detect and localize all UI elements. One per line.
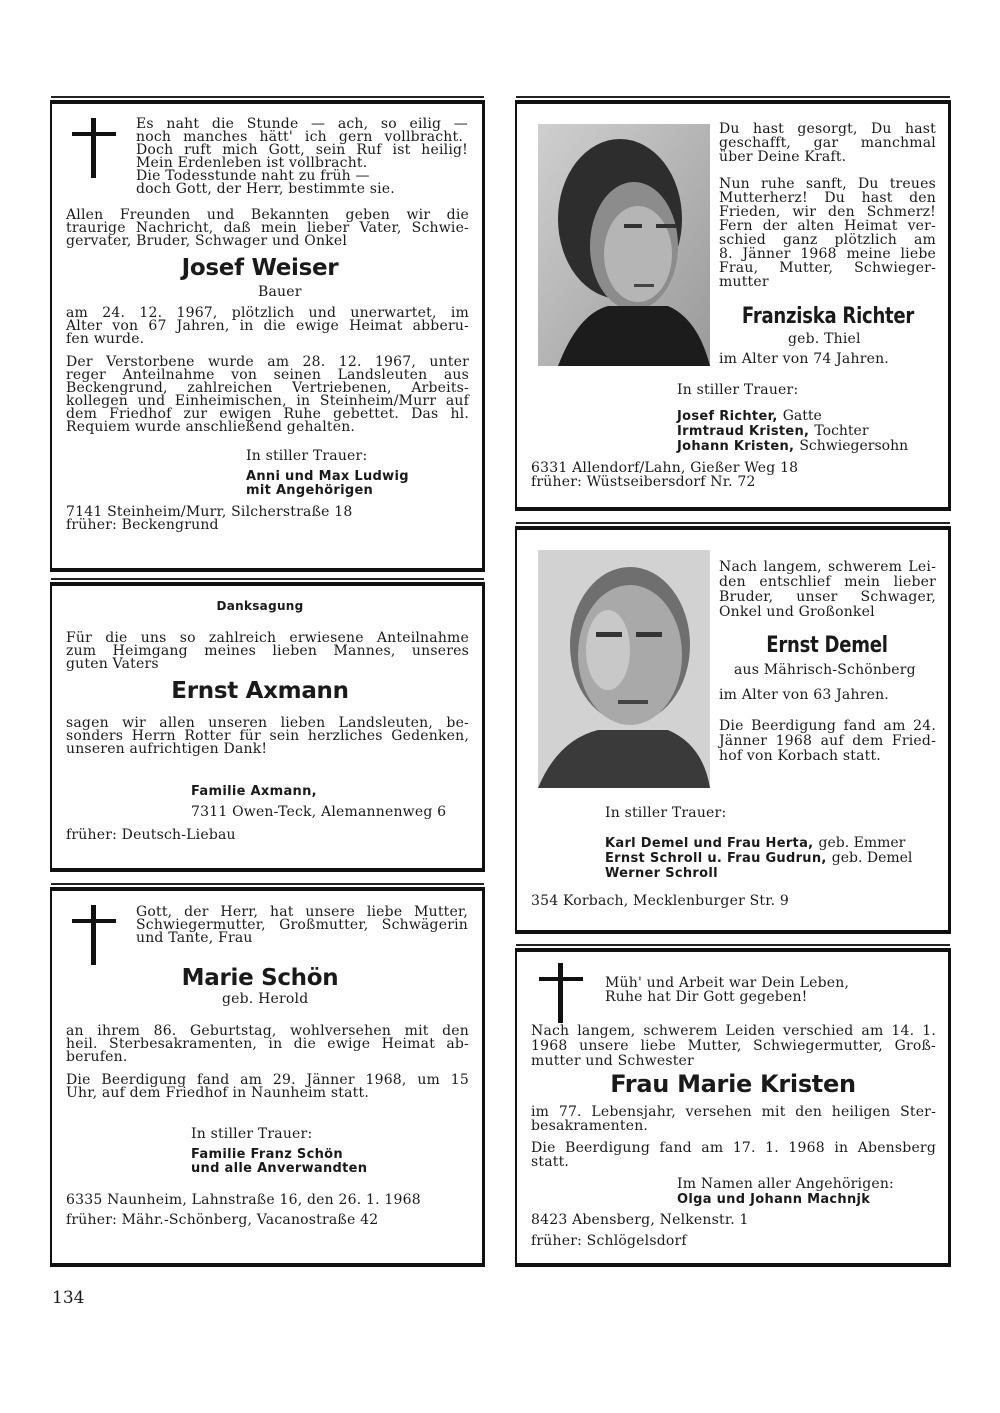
weiser-poem-3: Doch ruft mich Gott, sein Ruf ist heilig! <box>136 142 468 158</box>
richter-text-4: Fern der alten Heimat ver- <box>719 218 936 234</box>
deceased-name: Frau Marie Kristen <box>610 1070 856 1098</box>
weiser-death-3: fen wurde. <box>66 331 145 347</box>
mourner-suffix: geb. Emmer <box>818 835 906 851</box>
richter-mourner-3 <box>677 435 908 454</box>
demel-intro-3: Bruder, unser Schwager, <box>719 589 936 605</box>
weiser-intro-1: Allen Freunden und Bekannten geben wir die <box>66 207 469 223</box>
schoen-death-3: berufen. <box>66 1049 128 1065</box>
portrait-photo <box>538 124 710 366</box>
weiser-poem-6: doch Gott, der Herr, bestimmte sie. <box>136 181 395 197</box>
weiser-burial-5: dem Friedhof zur ewigen Ruhe gebettet. Das hl. <box>66 406 469 422</box>
schoen-former: früher: Mähr.-Schönberg, Vacanostraße 42 <box>66 1212 379 1228</box>
kristen-poem-1: Müh' und Arbeit war Dein Leben, <box>605 975 850 991</box>
schoen-address: 6335 Naunheim, Lahnstraße 16, den 26. 1. 1968 <box>66 1192 421 1208</box>
weiser-burial-6: Requiem wurde anschließend gehalten. <box>66 419 356 435</box>
mourning-label: In stiller Trauer: <box>246 448 368 464</box>
schoen-born: geb. Herold <box>222 991 309 1007</box>
kristen-mourners: Olga und Johann Machnjk <box>677 1192 871 1207</box>
schoen-intro-1: Gott, der Herr, hat unsere liebe Mutter, <box>136 904 468 920</box>
deceased-name: Marie Schön <box>181 965 339 991</box>
schoen-intro-2: Schwiegermutter, Großmutter, Schwägerin <box>136 917 468 933</box>
demel-intro-4: Onkel und Großonkel <box>719 604 875 620</box>
cross-icon <box>539 963 583 1023</box>
weiser-burial-2: reger Anteilnahme von seinen Landsleuten aus <box>66 367 469 383</box>
axmann-intro-1: Für die uns so zahlreich erwiesene Anteilnahme <box>66 630 469 646</box>
demel-intro-1: Nach langem, schwerem Lei- <box>719 559 936 575</box>
weiser-mourners-1: Anni und Max Ludwig <box>246 469 409 484</box>
richter-text-5: schied ganz plötzlich am <box>719 232 936 248</box>
portrait-photo <box>538 550 710 788</box>
weiser-death-1: am 24. 12. 1967, plötzlich und unerwartet, im <box>66 305 469 321</box>
mourner-suffix: geb. Demel <box>831 850 913 866</box>
mourning-label: In stiller Trauer: <box>191 1126 313 1142</box>
weiser-poem-5: Die Todesstunde naht zu früh — <box>136 168 370 184</box>
schoen-mourners-1: Familie Franz Schön <box>191 1147 343 1162</box>
demel-address: 354 Korbach, Mecklenburger Str. 9 <box>531 893 790 909</box>
richter-text-1: Nun ruhe sanft, Du treues <box>719 176 936 192</box>
richter-text-7: Frau, Mutter, Schwieger- <box>719 260 936 276</box>
kristen-burial-1: Die Beerdigung fand am 17. 1. 1968 in Abensberg <box>531 1140 936 1156</box>
weiser-intro-3: gervater, Bruder, Schwager und Onkel <box>66 233 348 249</box>
mourner-name: Werner Schroll <box>605 866 718 881</box>
demel-origin: aus Mährisch-Schönberg <box>734 662 916 678</box>
kristen-poem-2: Ruhe hat Dir Gott gegeben! <box>605 989 808 1005</box>
kristen-death-2: besakramenten. <box>531 1118 649 1134</box>
weiser-burial-1: Der Verstorbene wurde am 28. 12. 1967, unter <box>66 354 469 370</box>
mourner-name: Johann Kristen, <box>677 439 795 454</box>
mourning-label: In stiller Trauer: <box>677 382 799 398</box>
axmann-thanks-2: sonders Herrn Rotter für sein herzliches Gedenken, <box>66 728 469 744</box>
axmann-thanks-1: sagen wir allen unseren lieben Landsleuten, be- <box>66 715 469 731</box>
mourner-relation: Gatte <box>782 408 822 424</box>
richter-poem-1: Du hast gesorgt, Du hast <box>719 121 936 137</box>
weiser-poem-2: noch manches hätt' ich gern vollbracht. <box>136 129 463 145</box>
cross-icon <box>72 905 116 965</box>
richter-address: 6331 Allendorf/Lahn, Gießer Weg 18 <box>531 460 799 476</box>
weiser-intro-2: traurige Nachricht, daß mein lieber Vater, Schwie- <box>66 220 469 236</box>
axmann-intro-2: zum Heimgang meines lieben Mannes, unseres <box>66 643 469 659</box>
mourning-label: In stiller Trauer: <box>605 805 727 821</box>
richter-age: im Alter von 74 Jahren. <box>719 351 889 367</box>
kristen-address: 8423 Abensberg, Nelkenstr. 1 <box>531 1212 749 1228</box>
mourner-name: Irmtraud Kristen, <box>677 424 810 439</box>
schoen-intro-3: und Tante, Frau <box>136 930 253 946</box>
deceased-name: Ernst Axmann <box>171 678 349 704</box>
kristen-intro-1: Nach langem, schwerem Leiden verschied am 14. 1. <box>531 1023 936 1039</box>
weiser-mourners-2: mit Angehörigen <box>246 483 374 498</box>
richter-born: geb. Thiel <box>788 331 861 347</box>
demel-burial-3: hof von Korbach statt. <box>719 748 881 764</box>
mourner-relation: Tochter <box>814 423 869 439</box>
richter-text-2: Mutterherz! Du hast den <box>719 190 936 206</box>
schoen-mourners-2: und alle Anverwandten <box>191 1161 368 1176</box>
axmann-thanks-3: unseren aufrichtigen Dank! <box>66 741 268 757</box>
schoen-burial-1: Die Beerdigung fand am 29. Jänner 1968, um 15 <box>66 1072 469 1088</box>
demel-intro-2: den entschlief mein lieber <box>719 574 936 590</box>
mourning-label: Im Namen aller Angehörigen: <box>677 1176 894 1192</box>
axmann-intro-3: guten Vaters <box>66 656 159 672</box>
schoen-death-2: heil. Sterbesakramenten, in die ewige Heimat ab- <box>66 1036 469 1052</box>
weiser-burial-4: kollegen und Einheimischen, in Steinheim/Murr auf <box>66 393 469 409</box>
richter-poem-3: über Deine Kraft. <box>719 149 847 165</box>
demel-age: im Alter von 63 Jahren. <box>719 687 889 703</box>
kristen-intro-3: mutter und Schwester <box>531 1053 694 1069</box>
mourner-name: Karl Demel und Frau Herta, <box>605 836 814 851</box>
richter-text-6: 8. Jänner 1968 meine liebe <box>719 246 936 262</box>
richter-text-8: mutter <box>719 274 769 290</box>
richter-poem-2: geschafft, gar manchmal <box>719 135 936 151</box>
deceased-name: Franziska Richter <box>741 304 915 329</box>
axmann-heading: Danksagung <box>216 599 304 613</box>
demel-burial-1: Die Beerdigung fand am 24. <box>719 718 936 734</box>
axmann-former: früher: Deutsch-Liebau <box>66 827 236 843</box>
richter-former: früher: Wüstseibersdorf Nr. 72 <box>531 474 756 490</box>
demel-mourner-3 <box>605 862 718 881</box>
kristen-intro-2: 1968 unsere liebe Mutter, Schwiegermutter, Groß- <box>531 1038 936 1054</box>
page-number: 134 <box>52 1288 85 1308</box>
weiser-poem-4: Mein Erdenleben ist vollbracht. <box>136 155 368 171</box>
weiser-address: 7141 Steinheim/Murr, Silcherstraße 18 <box>66 504 353 520</box>
kristen-burial-2: statt. <box>531 1154 570 1170</box>
weiser-poem-1: Es naht die Stunde — ach, so eilig — <box>136 116 468 132</box>
weiser-former: früher: Beckengrund <box>66 517 219 533</box>
weiser-death-2: Alter von 67 Jahren, in die ewige Heimat abberu- <box>66 318 469 334</box>
deceased-name: Josef Weiser <box>181 255 339 281</box>
deceased-name: Ernst Demel <box>766 633 888 658</box>
kristen-former: früher: Schlögelsdorf <box>531 1233 687 1249</box>
weiser-occupation: Bauer <box>258 284 302 300</box>
schoen-death-1: an ihrem 86. Geburtstag, wohlversehen mit den <box>66 1023 469 1039</box>
weiser-burial-3: Beckengrund, zahlreichen Vertriebenen, Arbeits- <box>66 380 469 396</box>
mourner-relation: Schwiegersohn <box>799 438 909 454</box>
richter-text-3: Frieden, wir den Schmerz! <box>719 204 936 220</box>
demel-burial-2: Jänner 1968 auf dem Fried- <box>719 733 936 749</box>
axmann-address: 7311 Owen-Teck, Alemannenweg 6 <box>191 804 447 820</box>
schoen-burial-2: Uhr, auf dem Friedhof in Naunheim statt. <box>66 1085 369 1101</box>
kristen-death-1: im 77. Lebensjahr, versehen mit den heiligen Ster- <box>531 1104 936 1120</box>
mourner-name: Ernst Schroll u. Frau Gudrun, <box>605 851 827 866</box>
mourner-name: Josef Richter, <box>677 409 778 424</box>
axmann-family: Familie Axmann, <box>191 784 317 799</box>
cross-icon <box>72 118 116 178</box>
